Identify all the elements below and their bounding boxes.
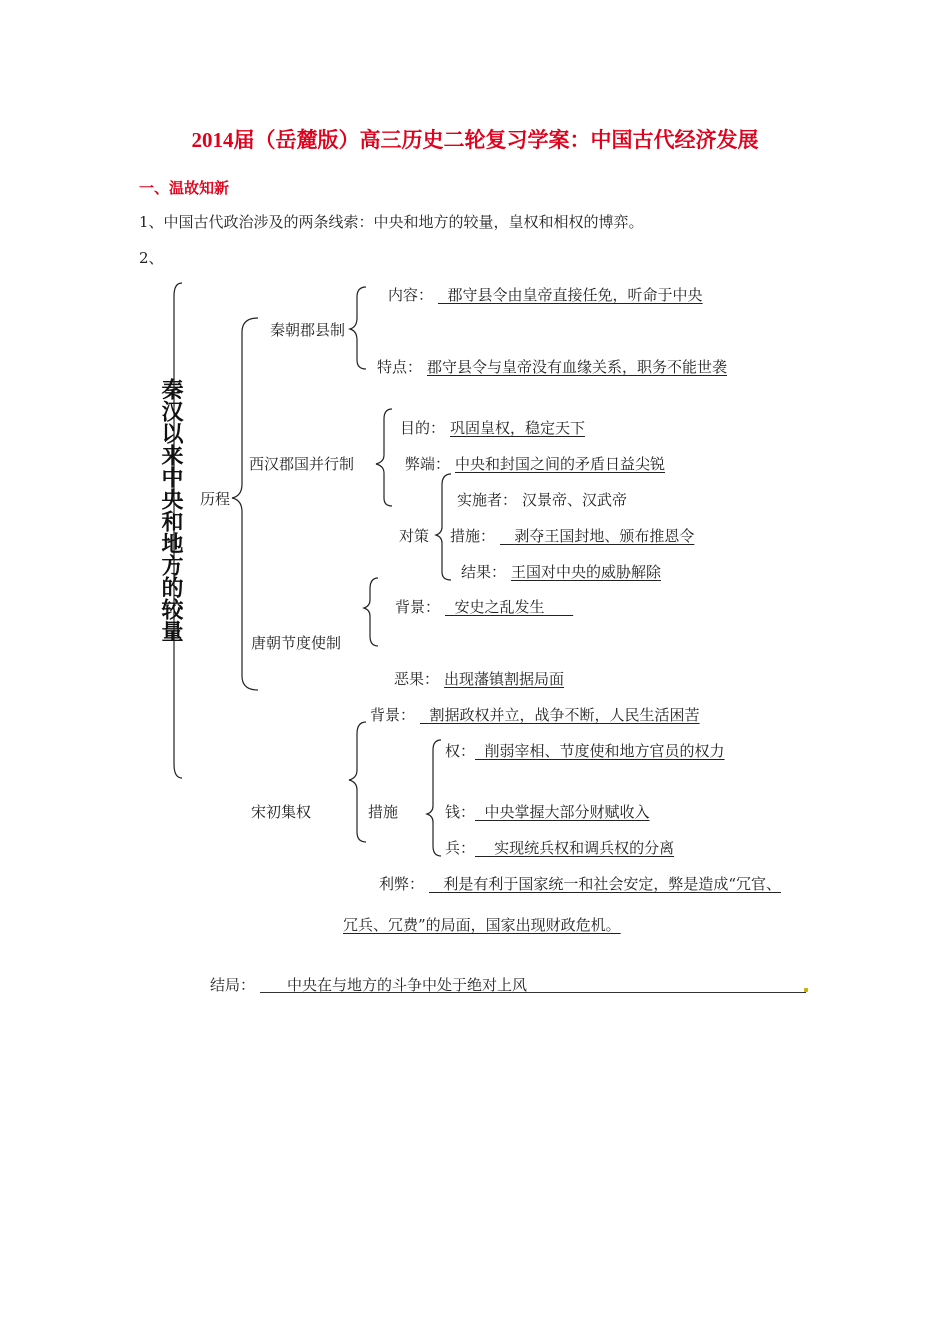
qin-system-name: 秦朝郡县制 xyxy=(270,321,346,339)
end-mark xyxy=(804,988,808,992)
song-money-answer: 中央掌握大部分财赋收入 xyxy=(484,803,650,821)
xihan-result-label: 结果： xyxy=(461,563,507,581)
xihan-implementer-label: 实施者： xyxy=(457,491,518,509)
qin-feature-answer: 郡守县令与皇帝没有血缘关系，职务不能世袭 xyxy=(427,358,728,376)
song-money-label: 钱： xyxy=(445,803,476,821)
qin-feature-label: 特点： xyxy=(377,358,423,376)
song-pros-cons-label: 利弊： xyxy=(379,875,425,893)
xihan-implementer-answer: 汉景帝、汉武帝 xyxy=(522,491,628,509)
outcome-answer: 中央在与地方的斗争中处于绝对上风 xyxy=(287,976,528,994)
xihan-measure-label: 措施： xyxy=(450,527,496,545)
xihan-drawback-label: 弊端： xyxy=(405,455,451,473)
tang-consequence-label: 恶果： xyxy=(394,670,440,688)
section-heading: 一、温故知新 xyxy=(139,180,230,197)
qin-content-answer: 郡守县令由皇帝直接任免，听命于中央 xyxy=(447,286,703,304)
song-measures-label: 措施 xyxy=(368,803,399,821)
tang-consequence-answer: 出现藩镇割据局面 xyxy=(444,670,565,688)
song-background-label: 背景： xyxy=(370,706,416,724)
licheng-label: 历程 xyxy=(200,490,231,508)
xihan-purpose-answer: 巩固皇权，稳定天下 xyxy=(450,419,586,437)
outcome-underline xyxy=(260,992,806,993)
xihan-drawback-answer: 中央和封国之间的矛盾日益尖锐 xyxy=(455,455,666,473)
item-1-text: 1、中国古代政治涉及的两条线索：中央和地方的较量，皇权和相权的博弈。 xyxy=(139,213,644,231)
song-background-answer: 割据政权并立，战争不断，人民生活困苦 xyxy=(429,706,700,724)
tang-system-name: 唐朝节度使制 xyxy=(251,634,342,652)
song-system-name: 宋初集权 xyxy=(251,803,312,821)
tang-background-label: 背景： xyxy=(395,598,441,616)
item-2-label: 2、 xyxy=(139,249,164,267)
xihan-countermeasure-label: 对策 xyxy=(399,527,430,545)
song-power-answer: 削弱宰相、节度使和地方官员的权力 xyxy=(484,742,725,760)
page-title: 2014届（岳麓版）高三历史二轮复习学案：中国古代经济发展 xyxy=(191,128,759,152)
song-pros-cons-line-1: 利是有利于国家统一和社会安定，弊是造成“冗官、 xyxy=(443,875,781,893)
xihan-measure-answer: 剥夺王国封地、颁布推恩令 xyxy=(514,527,695,545)
outcome-label: 结局： xyxy=(210,976,256,994)
song-army-label: 兵： xyxy=(445,839,476,857)
xihan-purpose-label: 目的： xyxy=(400,419,446,437)
xihan-system-name: 西汉郡国并行制 xyxy=(249,455,355,473)
xihan-result-answer: 王国对中央的威胁解除 xyxy=(511,563,662,581)
qin-content-label: 内容： xyxy=(388,286,434,304)
song-power-label: 权： xyxy=(445,742,476,760)
song-pros-cons-line-2: 冗兵、冗费”的局面，国家出现财政危机。 xyxy=(343,916,621,934)
song-army-answer: 实现统兵权和调兵权的分离 xyxy=(494,839,675,857)
tang-background-answer: 安史之乱发生 xyxy=(454,598,545,616)
diagram-vertical-title: 秦汉以来中央和地方的较量 xyxy=(158,378,183,642)
